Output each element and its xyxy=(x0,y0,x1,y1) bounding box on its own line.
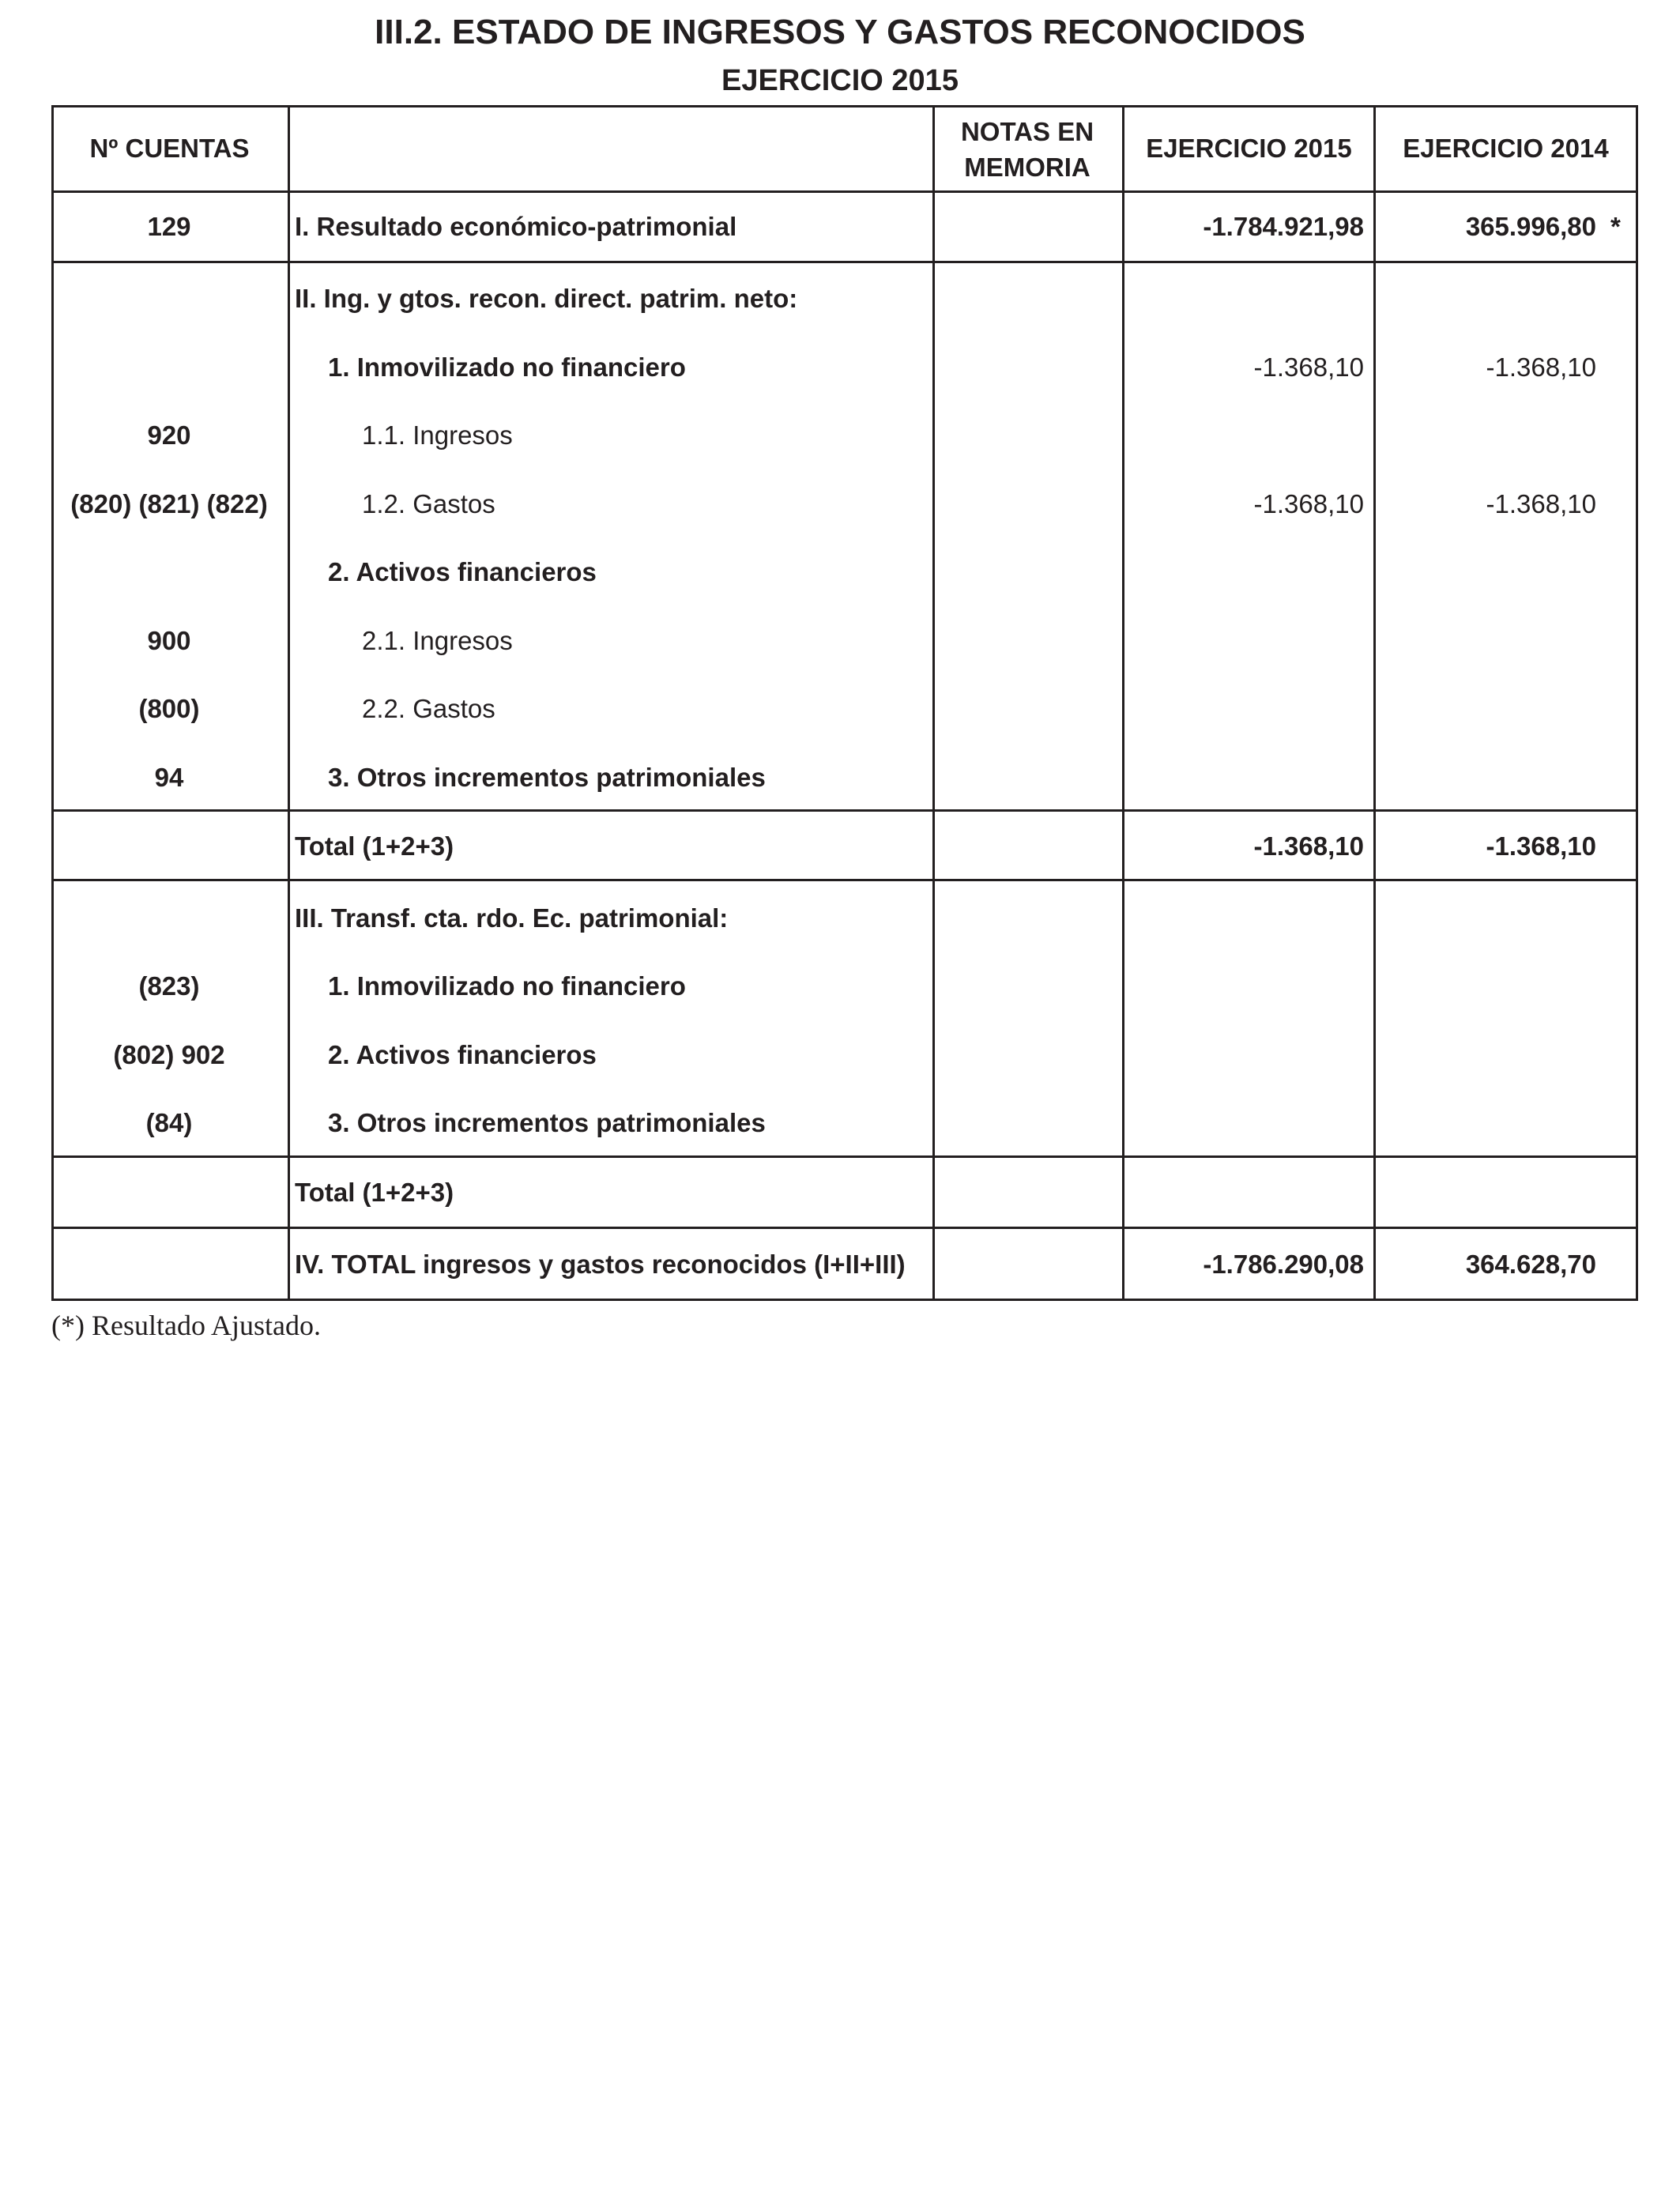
grand-total-2014: 364.628,70 xyxy=(1465,1250,1596,1279)
table-row xyxy=(51,1229,1638,1299)
concept-label: 1.1. Ingresos xyxy=(362,420,513,450)
value-2015: -1.368,10 xyxy=(1253,352,1364,382)
concept-label: 1. Inmovilizado no financiero xyxy=(328,971,686,1001)
document-title: III.2. ESTADO DE INGRESOS Y GASTOS RECONOCIDOS xyxy=(375,13,1305,51)
concept-label: 1.2. Gastos xyxy=(362,489,495,518)
value-2014: 365.996,80 xyxy=(1465,212,1596,241)
document-subtitle: EJERCICIO 2015 xyxy=(721,64,959,97)
account-code: 920 xyxy=(147,420,191,450)
value-2015: -1.784.921,98 xyxy=(1203,212,1364,241)
concept-label: 3. Otros incrementos patrimoniales xyxy=(328,1108,766,1137)
concept-label: 2.2. Gastos xyxy=(362,694,495,723)
total-label: Total (1+2+3) xyxy=(295,1178,454,1207)
account-code: (820) (821) (822) xyxy=(70,489,268,518)
section-heading: II. Ing. y gtos. recon. direct. patrim. neto: xyxy=(295,284,798,313)
account-code: 900 xyxy=(147,626,191,655)
section-heading: III. Transf. cta. rdo. Ec. patrimonial: xyxy=(295,903,729,933)
table-row xyxy=(51,193,1638,261)
account-code: (823) xyxy=(138,971,200,1001)
value-2015: -1.368,10 xyxy=(1253,489,1364,518)
table-header xyxy=(54,107,1636,190)
adjusted-marker: * xyxy=(1610,212,1621,241)
table-row xyxy=(51,812,1638,879)
value-2014: -1.368,10 xyxy=(1486,489,1596,518)
account-code: (802) 902 xyxy=(113,1040,225,1069)
concept-label: 2. Activos financieros xyxy=(328,1040,597,1069)
section-iii xyxy=(51,881,1638,1155)
account-code: (84) xyxy=(145,1108,193,1137)
concept-label: 2. Activos financieros xyxy=(328,557,597,586)
grand-total-2015: -1.786.290,08 xyxy=(1203,1250,1364,1279)
total-2015: -1.368,10 xyxy=(1253,831,1364,861)
account-code: 129 xyxy=(147,212,191,241)
grand-total-label: IV. TOTAL ingresos y gastos reconocidos (I+II+III) xyxy=(295,1250,906,1279)
concept-label: 2.1. Ingresos xyxy=(362,626,513,655)
footnote: (*) Resultado Ajustado. xyxy=(51,1310,321,1341)
concept-label: I. Resultado económico-patrimonial xyxy=(295,212,737,241)
header-2015: EJERCICIO 2015 xyxy=(1146,134,1352,163)
concept-label: 1. Inmovilizado no financiero xyxy=(328,352,686,382)
header-accounts: Nº CUENTAS xyxy=(89,134,250,163)
header-notes-line1: NOTAS EN xyxy=(960,117,1094,146)
total-label: Total (1+2+3) xyxy=(295,831,454,861)
section-ii xyxy=(51,263,1638,809)
value-2014: -1.368,10 xyxy=(1486,352,1596,382)
header-notes-line2: MEMORIA xyxy=(964,153,1090,182)
account-code: (800) xyxy=(138,694,200,723)
concept-label: 3. Otros incrementos patrimoniales xyxy=(328,763,766,792)
table-row xyxy=(51,1158,1638,1227)
header-2014: EJERCICIO 2014 xyxy=(1403,134,1609,163)
total-2014: -1.368,10 xyxy=(1486,831,1596,861)
account-code: 94 xyxy=(154,763,184,792)
